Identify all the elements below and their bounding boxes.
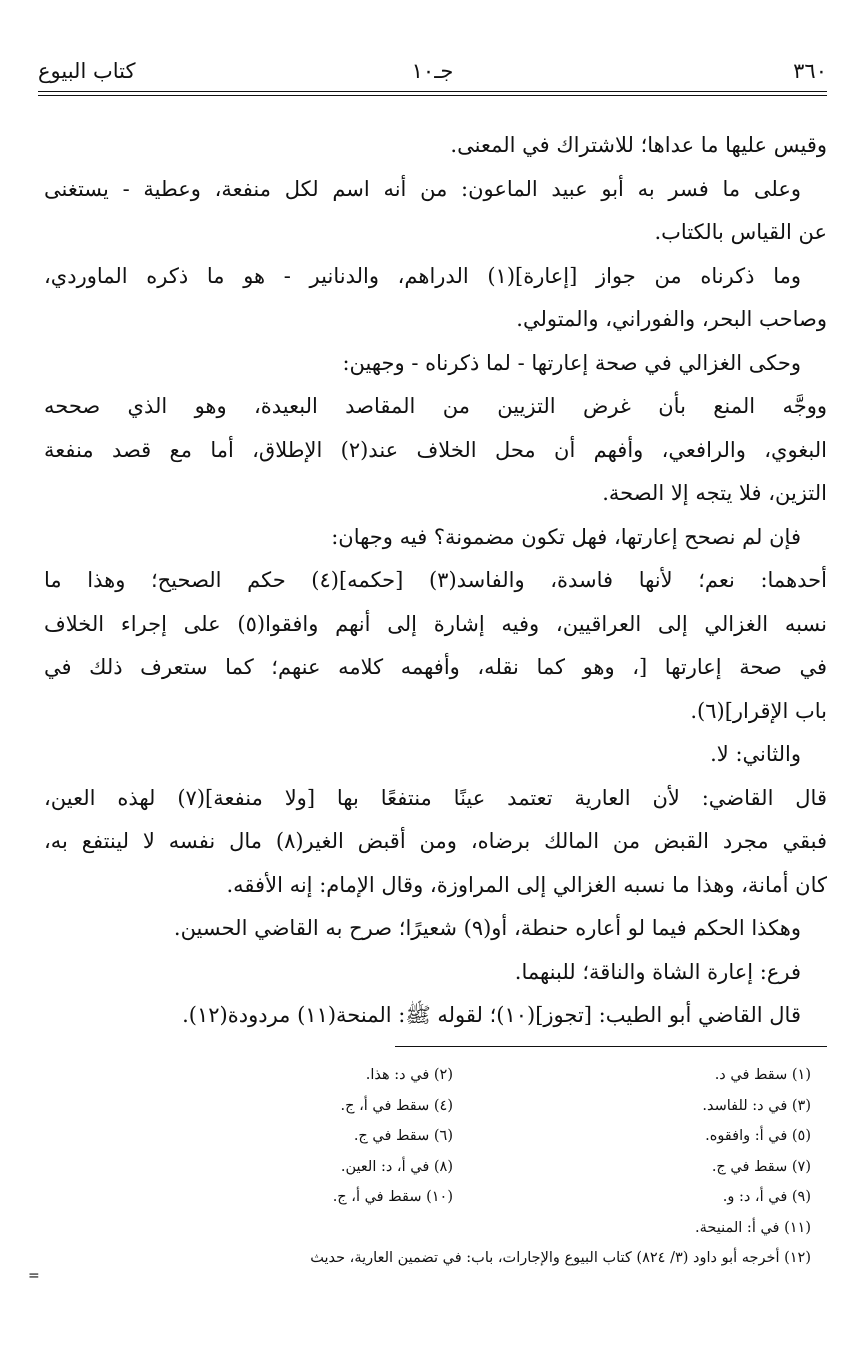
footnote: (٤) سقط في أ، ج.: [340, 1097, 453, 1114]
text-line: عن القياس بالكتاب.: [654, 220, 827, 244]
footnote-separator: [395, 1046, 827, 1047]
footnote-row: [60, 1121, 811, 1152]
page-header: [38, 54, 827, 88]
footnote-row: [60, 1243, 811, 1274]
text-line: كان أمانة، وهذا ما نسبه الغزالي إلى المراوزة، وقال الإمام: إنه الأفقه.: [226, 872, 827, 897]
page-number: ٣٦٠: [793, 59, 827, 83]
footnote: (٩) في أ، د: و.: [722, 1189, 811, 1205]
footnote: (٣) في د: للفاسد.: [702, 1097, 811, 1114]
footnote-row: [60, 1091, 811, 1122]
text-line: ووجَّه المنع بأن غرض التزيين من المقاصد البعيدة، وهو الذي صححه: [44, 394, 827, 418]
footnotes: [60, 1060, 811, 1274]
text-line: فبقي مجرد القبض من المالك برضاه، ومن أقبض الغير(٨) مال نفسه لا لينتفع به،: [44, 829, 827, 853]
footnote: (٧) سقط في ج.: [711, 1158, 811, 1175]
footnote: (٥) في أ: وافقوه.: [705, 1128, 811, 1144]
text-line: البغوي، والرافعي، وأفهم أن محل الخلاف عند(٢) الإطلاق، أما مع قصد منفعة: [44, 437, 827, 462]
text-line: أحدهما: نعم؛ لأنها فاسدة، والفاسد(٣) [حكمه](٤) حكم الصحيح؛ وهذا ما: [44, 568, 827, 592]
header-rule: [38, 91, 827, 92]
footnote-row: [60, 1213, 811, 1244]
text-line: نسبه الغزالي إلى العراقيين، وفيه إشارة إلى أنهم وافقوا(٥) على إجراء الخلاف: [44, 611, 827, 636]
footnote: (٦) سقط في ج.: [353, 1128, 453, 1144]
text-line: وصاحب البحر، والفوراني، والمتولي.: [516, 307, 827, 331]
footnote-row: [60, 1152, 811, 1183]
text-line: باب الإقرار](٦).: [690, 698, 827, 723]
footnote-row: [60, 1060, 811, 1091]
text-line: فإن لم نصحح إعارتها، فهل تكون مضمونة؟ فيه وجهان:: [331, 524, 801, 549]
volume-label: جـ١٠: [411, 59, 454, 83]
footnote-row: [60, 1182, 811, 1213]
footnote: (١١) في أ: المنيحة.: [695, 1219, 811, 1236]
text-line: والثاني: لا.: [710, 742, 801, 766]
text-line: قال القاضي أبو الطيب: [تجوز](١٠)؛ لقوله ﷺ: المنحة(١١) مردودة(١٢).: [182, 1003, 801, 1027]
text-line: فرع: إعارة الشاة والناقة؛ للبنهما.: [514, 959, 801, 984]
footnote: (١٢) أخرجه أبو داود (٣/ ٨٢٤) كتاب البيوع والإجارات، باب: في تضمين العارية، حديث: [310, 1250, 811, 1266]
text-line: وعلى ما فسر به أبو عبيد الماعون: من أنه اسم لكل منفعة، وعطية - يستغنى: [44, 176, 801, 201]
text-line: وما ذكرناه من جواز [إعارة](١) الدراهم، والدنانير - هو ما ذكره الماوردي،: [44, 263, 801, 288]
footnote: (١٠) سقط في أ، ج.: [332, 1189, 453, 1205]
footnote: (٢) في د: هذا.: [365, 1067, 453, 1083]
continuation-mark: =: [28, 1268, 40, 1284]
text-line: وحكى الغزالي في صحة إعارتها - لما ذكرناه - وجهين:: [342, 350, 801, 375]
text-line: التزين، فلا يتجه إلا الصحة.: [602, 481, 827, 505]
footnote: (٨) في أ، د: العين.: [340, 1158, 453, 1175]
text-line: قال القاضي: لأن العارية تعتمد عينًا منتفعًا بها [ولا منفعة](٧) لهذه العين،: [44, 785, 827, 810]
book-title: كتاب البيوع: [38, 59, 136, 83]
text-line: وقيس عليها ما عداها؛ للاشتراك في المعنى.: [450, 133, 827, 157]
header-rule-thin: [38, 95, 827, 96]
text-line: وهكذا الحكم فيما لو أعاره حنطة، أو(٩) شعيرًا؛ صرح به القاضي الحسين.: [173, 916, 801, 940]
main-text: [44, 124, 827, 1038]
text-line: في صحة إعارتها [، وهو كما نقله، وأفهمه كلامه عنهم؛ كما ستعرف ذلك في: [44, 655, 827, 679]
footnote: (١) سقط في د.: [714, 1067, 811, 1083]
